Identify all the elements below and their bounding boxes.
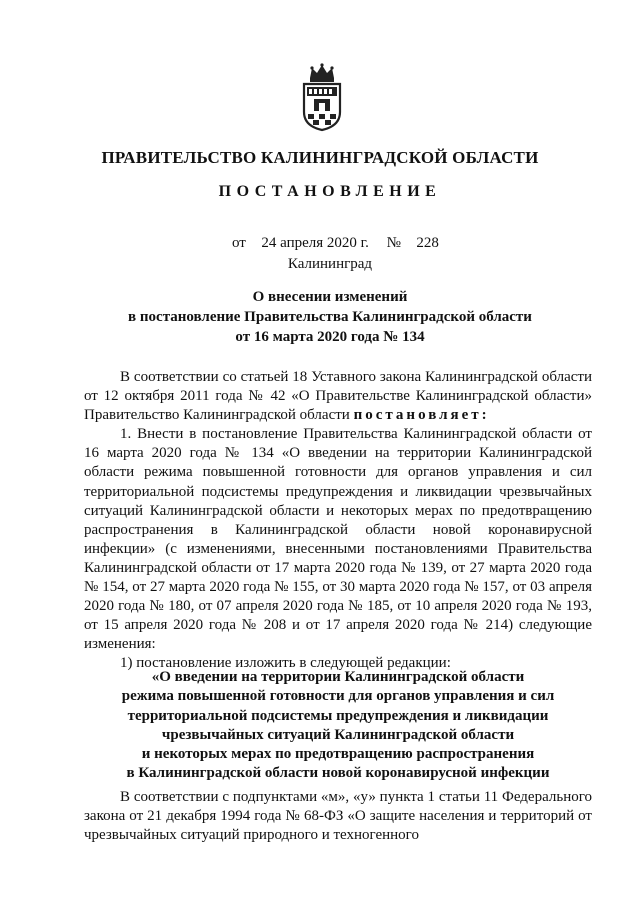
government-title: ПРАВИТЕЛЬСТВО КАЛИНИНГРАДСКОЙ ОБЛАСТИ bbox=[101, 148, 539, 167]
new-title-line: территориальной подсистемы предупреждения и ликвидации bbox=[127, 707, 549, 724]
new-title-line: «О введении на территории Калининградской области bbox=[151, 669, 525, 685]
subject-line: О внесении изменений bbox=[252, 289, 408, 305]
paragraph: В соответствии со статьей 18 Уставного закона Калининградской области от 12 октября 2011 года № 42 «О Правительстве Калининградской области» Правительство Калининградской области постановляет: bbox=[84, 369, 592, 424]
date-year: 2020 г. bbox=[326, 235, 369, 251]
date-line bbox=[232, 235, 439, 252]
document-number: 228 bbox=[416, 235, 439, 251]
document-subject bbox=[0, 287, 640, 347]
document-body bbox=[84, 368, 592, 674]
subject-line: в постановление Правительства Калининградской области bbox=[128, 309, 532, 325]
new-title-block bbox=[84, 668, 592, 784]
paragraph: В соответствии с подпунктами «м», «у» пункта 1 статьи 11 Федерального закона от 21 декабря 1994 года № 68-ФЗ «О защите населения и территорий от чрезвычайных ситуаций природного и техногенного bbox=[84, 789, 592, 844]
document-type: ПОСТАНОВЛЕНИЕ bbox=[218, 183, 442, 200]
new-title-line: режима повышенной готовности для органов управления и сил bbox=[121, 688, 555, 705]
kaliningrad-coat-of-arms-icon bbox=[300, 62, 344, 132]
city: Калининград bbox=[287, 256, 373, 272]
paragraph: 1) постановление изложить в следующей редакции: bbox=[120, 655, 451, 672]
paragraph: 1. Внести в постановление Правительства Калининградской области от 16 марта 2020 года № 134 «О введении на территории Калининградской области режима повышенной готовности для органов управления и сил территориальной подсистемы предупреждения и ликвидации чрезвычайных ситуаций Калининградской области и некоторых мерах по предотвращению распространения в Калининградской области новой коронавирусной инфекции» (с изменениями, внесенными постановлениями Правительства Калининградской области от 17 марта 2020 года № 139, от 27 марта 2020 года № 154, от 27 марта 2020 года № 155, от 30 марта 2020 года № 157, от 03 апреля 2020 года № 180, от 07 апреля 2020 года № 185, от 10 апреля 2020 года № 193, от 15 апреля 2020 года № 208 и от 17 апреля 2020 года № 214) следующие изменения: bbox=[84, 426, 592, 653]
new-title-line: и некоторых мерах по предотвращению распространения bbox=[141, 746, 535, 763]
number-sign: № bbox=[386, 235, 401, 251]
date-prefix: от bbox=[232, 235, 246, 251]
new-title-line: чрезвычайных ситуаций Калининградской области bbox=[161, 726, 515, 743]
new-title-line: в Калининградской области новой коронавирусной инфекции bbox=[126, 765, 550, 782]
subject-line: от 16 марта 2020 года № 134 bbox=[235, 329, 425, 345]
document-body-continued bbox=[84, 788, 592, 845]
date-day-month: 24 апреля bbox=[261, 235, 324, 251]
decree-word: постановляет: bbox=[353, 407, 490, 424]
